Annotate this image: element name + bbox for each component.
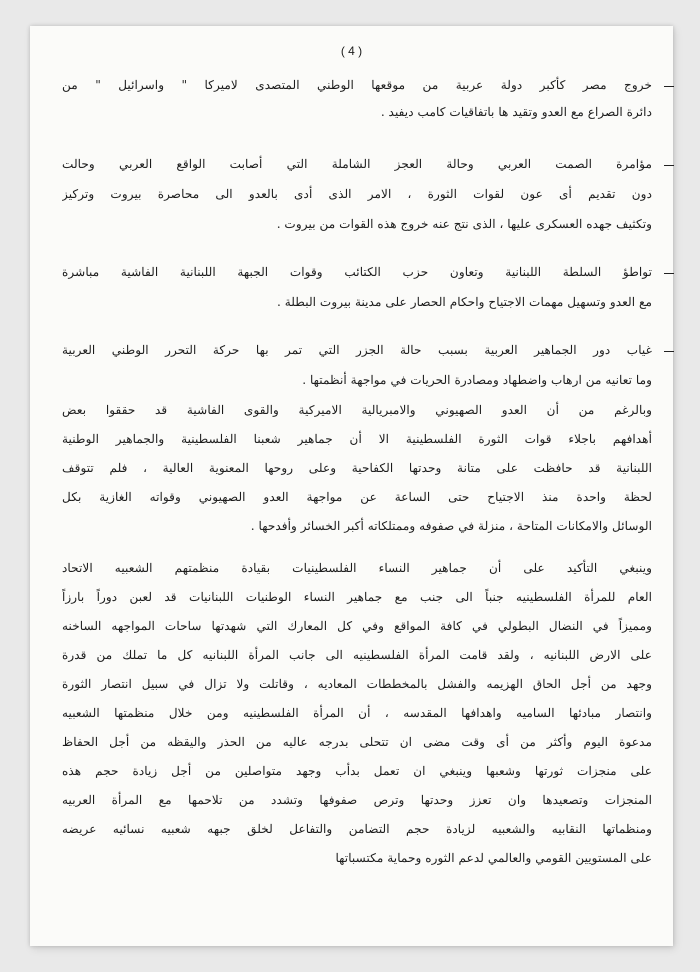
text-line: دون تقديم أى عون لقوات الثورة ، الامر الذى أدى بالعدو الى محاصرة بيروت وتركيز [62,187,652,201]
bullet-item [62,341,652,389]
text-line: وينبغي التأكيد على أن جماهير النساء الفلسطينيات بقيادة منظمتهم الشعبيه الاتحاد [62,561,652,575]
text-line: ومميزاً في النضال البطولي في كافة المواقع وفي كل المعارك التي شهدتها ساحات المواجهه الساخنه [62,619,652,633]
paragraph [62,559,652,867]
text-line: مدعوة اليوم وأكثر من أى وقت مضى ان تتحلى بدرجه عاليه من الحذر واليقظه من أجل الحفاظ [62,735,652,749]
page-number: ( 4 ) [340,44,363,58]
text-line: وجهد من أجل الحاق الهزيمه والفشل بالمخططات المعاديه ، وقاتلت ولا تزال في سبيل انتصار الثورة [62,677,652,691]
text-line: مع العدو وتسهيل مهمات الاجتياح واحكام الحصار على مدينة بيروت البطلة . [276,295,652,309]
text-line: مؤامرة الصمت العربي وحالة العجز الشاملة التي أصابت الواقع العربي وحالت [62,157,652,171]
text-line: المنجزات وتصعيدها وان تعزز وحدتها وترص صفوفها وتشدد من تلاحمها مع المرأة العربيه [62,793,652,807]
text-line: غياب دور الجماهير العربية بسبب حالة الجزر التي تمر بها حركة التحرر الوطني العربية [62,343,652,357]
bullet-item [62,263,652,311]
text-line: وانتصار مبادئها الساميه واهدافها المقدسه ، أن المرأة الفلسطينيه ومن خلال منظمتها الشعبيه [62,706,652,720]
bullet-dash [664,165,674,166]
text-line: لحظة واحدة منذ الاجتياح حتى الساعة عن مواجهة العدو الصهيوني وقواته الغازية بكل [62,490,652,504]
text-line: وما تعانيه من ارهاب واضطهاد ومصادرة الحريات في مواجهة أنظمتها . [302,373,652,387]
text-line: وتكثيف جهده العسكرى عليها ، الذى نتج عنه خروج هذه القوات من بيروت . [276,217,652,231]
document-page [30,26,673,946]
text-line: على المستويين القومي والعالمي لدعم الثوره وحماية مكتسباتها [335,851,652,865]
bullet-item [62,155,652,233]
text-line: أهدافهم باجلاء قوات الثورة الفلسطينية الا أن جماهير شعبنا الفلسطينية والجماهير الوطنية [62,432,652,446]
bullet-dash [664,351,674,352]
text-line: تواطؤ السلطة اللبنانية وتعاون حزب الكتائب وقوات الجبهة اللبنانية الفاشية مباشرة [62,265,652,279]
text-line: اللبنانية قد حافظت على متانة وحدتها الكفاحية وعلى روحها المعنوية العالية ، فلم تتوقف [62,461,652,475]
bullet-dash [664,86,674,87]
paragraph [62,401,652,535]
text-line: الوسائل والامكانات المتاحة ، منزلة في صفوفه وممتلكاته أكبر الخسائر وأفدحها . [250,519,652,533]
text-line: خروج مصر كأكبر دولة عربية من موقعها الوطني المتصدى لاميركا " واسرائيل " من [62,78,652,92]
text-line: على الارض اللبنانيه ، ولقد قامت المرأة الفلسطينيه الى جانب المرأة اللبنانيه كل ما تملك من قدرة [62,648,652,662]
text-line: ومنظماتها النقابيه والشعبيه لزيادة حجم التضامن والتفاعل لخلق جبهه شعبيه نسائيه عريضه [62,822,652,836]
text-line: على منجزات ثورتها وشعبها وينبغي ان تعمل بدأب وجهد متواصلين من أجل زيادة حجم هذه [62,764,652,778]
document-body [62,76,652,889]
text-line: وبالرغم من أن العدو الصهيوني والامبريالية الاميركية والقوى الفاشية قد حققوا بعض [62,403,652,417]
bullet-dash [664,273,674,274]
bullet-item [62,76,652,121]
text-line: دائرة الصراع مع العدو وتقيد ها باتفاقيات كامب ديفيد . [380,105,652,119]
text-line: العام للمرأة الفلسطينيه جنباً الى جنب مع جماهير النساء الوطنيات اللبنانيات قد لعبن دوراً بارزاً [62,590,652,604]
